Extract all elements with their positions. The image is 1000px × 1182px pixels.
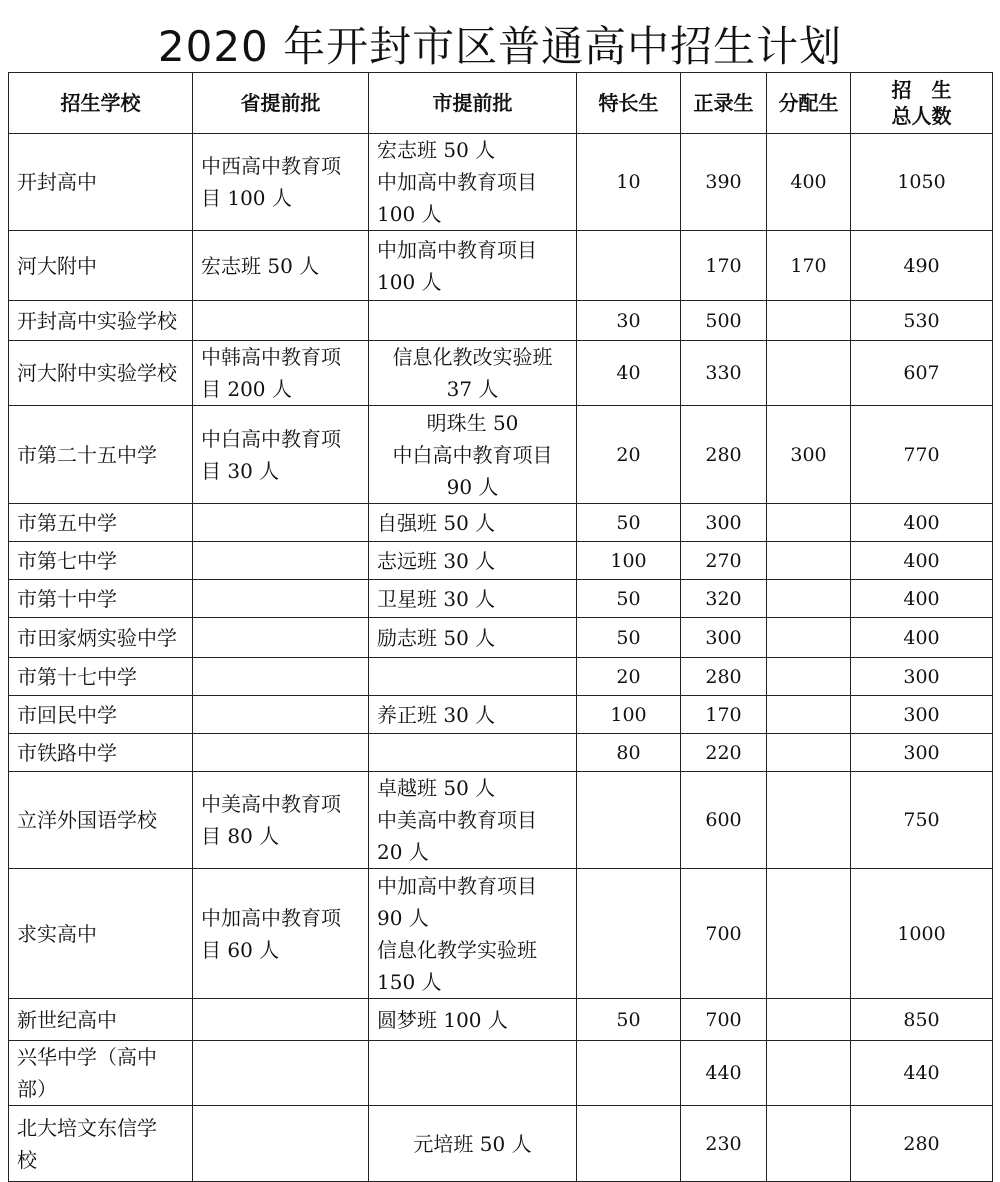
cell-regular: 230 (681, 1106, 767, 1182)
cell-total: 750 (851, 772, 993, 869)
cell-allocated (767, 734, 851, 772)
cell-school: 市第十七中学 (9, 658, 193, 696)
table-row (9, 999, 993, 1041)
cell-allocated (767, 580, 851, 618)
cell-allocated (767, 696, 851, 734)
cell-city-early (369, 734, 577, 772)
cell-provincial-early: 中韩高中教育项 目 200 人 (193, 341, 369, 406)
cell-total: 300 (851, 734, 993, 772)
table-row (9, 231, 993, 301)
cell-specialty: 40 (577, 341, 681, 406)
cell-regular: 280 (681, 406, 767, 504)
cell-total: 400 (851, 618, 993, 658)
cell-school: 北大培文东信学 校 (9, 1106, 193, 1182)
cell-total: 300 (851, 658, 993, 696)
table-row (9, 869, 993, 999)
table-row (9, 580, 993, 618)
cell-specialty (577, 231, 681, 301)
cell-specialty (577, 869, 681, 999)
cell-specialty: 80 (577, 734, 681, 772)
cell-total: 770 (851, 406, 993, 504)
cell-specialty: 20 (577, 658, 681, 696)
cell-provincial-early: 中西高中教育项 目 100 人 (193, 134, 369, 231)
cell-city-early: 明珠生 50 中白高中教育项目 90 人 (369, 406, 577, 504)
table-row (9, 658, 993, 696)
table-row (9, 772, 993, 869)
cell-total: 607 (851, 341, 993, 406)
table-row (9, 1106, 993, 1182)
cell-specialty: 50 (577, 618, 681, 658)
cell-city-early: 信息化教改实验班 37 人 (369, 341, 577, 406)
cell-provincial-early (193, 542, 369, 580)
cell-specialty: 10 (577, 134, 681, 231)
cell-allocated (767, 1106, 851, 1182)
table-row (9, 696, 993, 734)
header-specialty: 特长生 (577, 73, 681, 134)
cell-city-early (369, 658, 577, 696)
cell-allocated (767, 301, 851, 341)
table-row (9, 734, 993, 772)
cell-specialty: 100 (577, 542, 681, 580)
cell-regular: 600 (681, 772, 767, 869)
cell-provincial-early (193, 658, 369, 696)
cell-city-early: 自强班 50 人 (369, 504, 577, 542)
cell-school: 兴华中学（高中 部） (9, 1041, 193, 1106)
cell-specialty: 100 (577, 696, 681, 734)
header-regular: 正录生 (681, 73, 767, 134)
cell-allocated (767, 542, 851, 580)
cell-total: 1050 (851, 134, 993, 231)
cell-regular: 270 (681, 542, 767, 580)
cell-provincial-early (193, 301, 369, 341)
cell-specialty (577, 1106, 681, 1182)
enrollment-plan-table (8, 72, 993, 1182)
cell-provincial-early: 中美高中教育项 目 80 人 (193, 772, 369, 869)
table-row (9, 542, 993, 580)
cell-regular: 700 (681, 999, 767, 1041)
cell-total: 400 (851, 580, 993, 618)
cell-provincial-early: 中加高中教育项 目 60 人 (193, 869, 369, 999)
cell-provincial-early (193, 618, 369, 658)
cell-allocated (767, 341, 851, 406)
cell-regular: 300 (681, 618, 767, 658)
header-total: 招 生 总人数 (851, 73, 993, 134)
cell-provincial-early (193, 734, 369, 772)
cell-total: 490 (851, 231, 993, 301)
cell-city-early: 养正班 30 人 (369, 696, 577, 734)
cell-allocated (767, 618, 851, 658)
cell-allocated: 400 (767, 134, 851, 231)
cell-school: 开封高中 (9, 134, 193, 231)
cell-school: 河大附中 (9, 231, 193, 301)
cell-total: 440 (851, 1041, 993, 1106)
cell-school: 市回民中学 (9, 696, 193, 734)
cell-regular: 220 (681, 734, 767, 772)
cell-city-early (369, 1041, 577, 1106)
cell-city-early: 圆梦班 100 人 (369, 999, 577, 1041)
cell-provincial-early: 宏志班 50 人 (193, 231, 369, 301)
table-row (9, 618, 993, 658)
cell-provincial-early (193, 504, 369, 542)
cell-provincial-early: 中白高中教育项 目 30 人 (193, 406, 369, 504)
cell-regular: 500 (681, 301, 767, 341)
cell-total: 400 (851, 542, 993, 580)
cell-school: 市第二十五中学 (9, 406, 193, 504)
cell-specialty: 20 (577, 406, 681, 504)
cell-regular: 320 (681, 580, 767, 618)
cell-provincial-early (193, 1106, 369, 1182)
cell-provincial-early (193, 580, 369, 618)
cell-total: 530 (851, 301, 993, 341)
cell-regular: 300 (681, 504, 767, 542)
cell-city-early: 元培班 50 人 (369, 1106, 577, 1182)
cell-school: 市第七中学 (9, 542, 193, 580)
cell-school: 市第十中学 (9, 580, 193, 618)
cell-allocated (767, 658, 851, 696)
cell-city-early: 卫星班 30 人 (369, 580, 577, 618)
cell-specialty: 30 (577, 301, 681, 341)
cell-allocated (767, 504, 851, 542)
cell-allocated (767, 1041, 851, 1106)
cell-specialty (577, 1041, 681, 1106)
cell-allocated: 170 (767, 231, 851, 301)
cell-city-early: 中加高中教育项目 90 人 信息化教学实验班 150 人 (369, 869, 577, 999)
cell-school: 立洋外国语学校 (9, 772, 193, 869)
cell-school: 求实高中 (9, 869, 193, 999)
cell-allocated (767, 999, 851, 1041)
cell-city-early (369, 301, 577, 341)
cell-city-early: 志远班 30 人 (369, 542, 577, 580)
header-allocated: 分配生 (767, 73, 851, 134)
cell-total: 850 (851, 999, 993, 1041)
table-row (9, 406, 993, 504)
cell-total: 1000 (851, 869, 993, 999)
cell-specialty: 50 (577, 580, 681, 618)
cell-school: 市第五中学 (9, 504, 193, 542)
cell-school: 河大附中实验学校 (9, 341, 193, 406)
cell-city-early: 卓越班 50 人 中美高中教育项目 20 人 (369, 772, 577, 869)
cell-allocated (767, 869, 851, 999)
cell-regular: 440 (681, 1041, 767, 1106)
cell-regular: 170 (681, 231, 767, 301)
cell-school: 市田家炳实验中学 (9, 618, 193, 658)
cell-specialty (577, 772, 681, 869)
table-row (9, 504, 993, 542)
cell-regular: 390 (681, 134, 767, 231)
cell-specialty: 50 (577, 504, 681, 542)
cell-allocated: 300 (767, 406, 851, 504)
cell-provincial-early (193, 999, 369, 1041)
cell-regular: 330 (681, 341, 767, 406)
table-row (9, 134, 993, 231)
cell-specialty: 50 (577, 999, 681, 1041)
cell-provincial-early (193, 696, 369, 734)
cell-total: 300 (851, 696, 993, 734)
header-school: 招生学校 (9, 73, 193, 134)
cell-city-early: 中加高中教育项目 100 人 (369, 231, 577, 301)
header-city-early: 市提前批 (369, 73, 577, 134)
cell-provincial-early (193, 1041, 369, 1106)
cell-total: 400 (851, 504, 993, 542)
table-row (9, 301, 993, 341)
page-title: 2020 年开封市区普通高中招生计划 (157, 22, 843, 71)
header-row (9, 73, 993, 134)
cell-allocated (767, 772, 851, 869)
cell-city-early: 宏志班 50 人 中加高中教育项目 100 人 (369, 134, 577, 231)
cell-regular: 280 (681, 658, 767, 696)
header-provincial-early: 省提前批 (193, 73, 369, 134)
cell-regular: 170 (681, 696, 767, 734)
cell-school: 市铁路中学 (9, 734, 193, 772)
cell-school: 开封高中实验学校 (9, 301, 193, 341)
cell-regular: 700 (681, 869, 767, 999)
cell-total: 280 (851, 1106, 993, 1182)
table-row (9, 1041, 993, 1106)
cell-school: 新世纪高中 (9, 999, 193, 1041)
cell-city-early: 励志班 50 人 (369, 618, 577, 658)
table-row (9, 341, 993, 406)
